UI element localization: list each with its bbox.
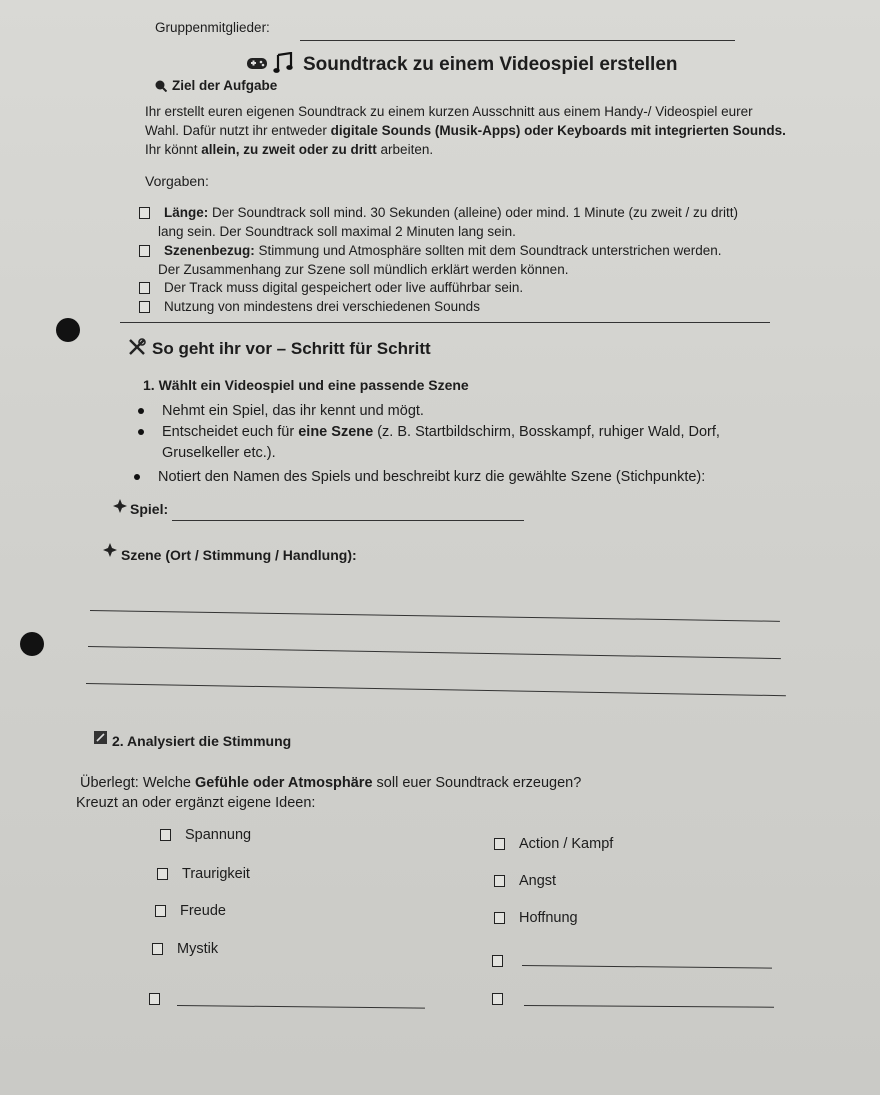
requirement-sounds-checkbox[interactable]	[139, 301, 150, 313]
goal-heading: Ziel der Aufgabe	[172, 78, 278, 93]
mood-checkbox[interactable]	[157, 868, 168, 880]
mood-option-mystik[interactable]	[152, 941, 218, 957]
members-name-line[interactable]	[300, 40, 735, 41]
requirement-storage-text: Der Track muss digital gespeichert oder live aufführbar sein.	[164, 280, 524, 295]
bullet-dot	[138, 408, 144, 414]
mood-option-label: Traurigkeit	[182, 866, 250, 882]
step2-question-a: Überlegt: Welche	[80, 775, 195, 791]
mood-option-label: Hoffnung	[519, 910, 578, 926]
requirement-scene-label: Szenenbezug:	[164, 243, 255, 258]
step1-bullet-1	[138, 403, 424, 419]
mood-option-label: Spannung	[185, 827, 252, 843]
requirement-scene-text: Stimmung und Atmosphäre sollten mit dem Soundtrack unterstrichen werden.	[254, 243, 722, 258]
mood-option-freude[interactable]	[155, 903, 226, 919]
goal-text-3c: arbeiten.	[376, 142, 434, 157]
mood-option-label: Angst	[519, 873, 557, 889]
game-label: Spiel:	[130, 501, 169, 517]
mood-checkbox[interactable]	[492, 993, 503, 1005]
mood-option-traurigkeit[interactable]	[157, 866, 250, 882]
mood-option-angst[interactable]	[494, 873, 556, 889]
step1-bullet-2c: (z. B. Startbildschirm, Bosskampf, ruhiger Wald, Dorf,	[373, 424, 720, 440]
step1-title: 1. Wählt ein Videospiel und eine passende Szene	[143, 377, 469, 393]
mood-option-custom-left[interactable]	[149, 990, 174, 1008]
tools-icon	[128, 338, 146, 356]
gamepad-icon	[246, 55, 268, 71]
mood-option-label: Action / Kampf	[519, 836, 614, 852]
members-label: Gruppenmitglieder:	[155, 20, 270, 35]
scene-label: Szene (Ort / Stimmung / Handlung):	[121, 547, 357, 563]
steps-heading: So geht ihr vor – Schritt für Schritt	[152, 339, 431, 358]
goal-text-line-3	[145, 142, 433, 157]
step1-bullet-2	[138, 424, 720, 440]
step2-question-c: soll euer Soundtrack erzeugen?	[372, 775, 582, 791]
pin-icon	[113, 499, 127, 513]
requirement-scene	[139, 243, 722, 258]
requirement-sounds	[139, 299, 480, 314]
bullet-dot	[134, 474, 140, 480]
step2-question-b: Gefühle oder Atmosphäre	[194, 775, 373, 791]
mood-option-action[interactable]	[494, 836, 613, 852]
bullet-dot	[138, 429, 144, 435]
mood-checkbox[interactable]	[494, 912, 505, 924]
mood-checkbox[interactable]	[160, 829, 171, 841]
requirement-scene-checkbox[interactable]	[139, 245, 150, 257]
pencil-icon	[94, 731, 107, 744]
goal-text-3a: Ihr könnt	[145, 142, 202, 157]
step2-question	[80, 775, 581, 791]
page-title: Soundtrack zu einem Videospiel erstellen	[303, 54, 678, 75]
requirement-length-checkbox[interactable]	[139, 207, 150, 219]
goal-text-line-2	[145, 123, 786, 138]
requirement-length-label: Länge:	[164, 205, 209, 220]
step1-bullet-2-line-2: Gruselkeller etc.).	[162, 445, 276, 461]
step2-title: 2. Analysiert die Stimmung	[112, 733, 292, 749]
target-icon	[155, 80, 167, 92]
mood-checkbox[interactable]	[492, 955, 503, 967]
step1-bullet-2b: eine Szene	[298, 424, 374, 440]
step1-bullet-3	[134, 469, 705, 485]
mood-checkbox[interactable]	[155, 905, 166, 917]
punch-hole-top	[56, 318, 80, 342]
section-divider	[120, 322, 770, 323]
step1-bullet-1-text: Nehmt ein Spiel, das ihr kennt und mögt.	[162, 403, 424, 419]
mood-option-custom-right-1[interactable]	[492, 952, 517, 970]
requirement-scene-text-2: Der Zusammenhang zur Szene soll mündlich erklärt werden können.	[158, 262, 569, 277]
requirement-storage	[139, 280, 523, 295]
punch-hole-bottom	[20, 632, 44, 656]
mood-checkbox[interactable]	[152, 943, 163, 955]
requirements-heading: Vorgaben:	[145, 173, 209, 189]
step2-instruction: Kreuzt an oder ergänzt eigene Ideen:	[76, 795, 316, 811]
goal-text-2b: digitale Sounds (Musik-Apps) oder Keyboards mit integrierten Sounds.	[330, 123, 786, 138]
mood-option-label: Mystik	[177, 941, 219, 957]
mood-option-spannung[interactable]	[160, 827, 251, 843]
step1-bullet-3-text: Notiert den Namen des Spiels und beschreibt kurz die gewählte Szene (Stichpunkte):	[158, 469, 706, 485]
requirement-length-text: Der Soundtrack soll mind. 30 Sekunden (alleine) oder mind. 1 Minute (zu zweit / zu dritt)	[208, 205, 739, 220]
mood-option-hoffnung[interactable]	[494, 910, 578, 926]
requirement-storage-checkbox[interactable]	[139, 282, 150, 294]
requirement-length	[139, 205, 738, 220]
requirement-length-text-2: lang sein. Der Soundtrack soll maximal 2 Minuten lang sein.	[158, 224, 516, 239]
mood-checkbox[interactable]	[149, 993, 160, 1005]
mood-option-custom-right-2[interactable]	[492, 990, 517, 1008]
mood-option-label: Freude	[180, 903, 226, 919]
game-name-line[interactable]	[172, 520, 524, 521]
goal-text-2a: Wahl. Dafür nutzt ihr entweder	[145, 123, 331, 138]
step1-bullet-2a: Entscheidet euch für	[162, 424, 299, 440]
mood-checkbox[interactable]	[494, 838, 505, 850]
goal-text-line-1: Ihr erstellt euren eigenen Soundtrack zu einem kurzen Ausschnitt aus einem Handy-/ Videospiel eurer	[145, 104, 753, 119]
requirement-sounds-text: Nutzung von mindestens drei verschiedenen Sounds	[164, 299, 480, 314]
pin-icon	[103, 543, 117, 557]
mood-checkbox[interactable]	[494, 875, 505, 887]
music-notes-icon	[273, 52, 293, 74]
goal-text-3b: allein, zu zweit oder zu dritt	[201, 142, 377, 157]
